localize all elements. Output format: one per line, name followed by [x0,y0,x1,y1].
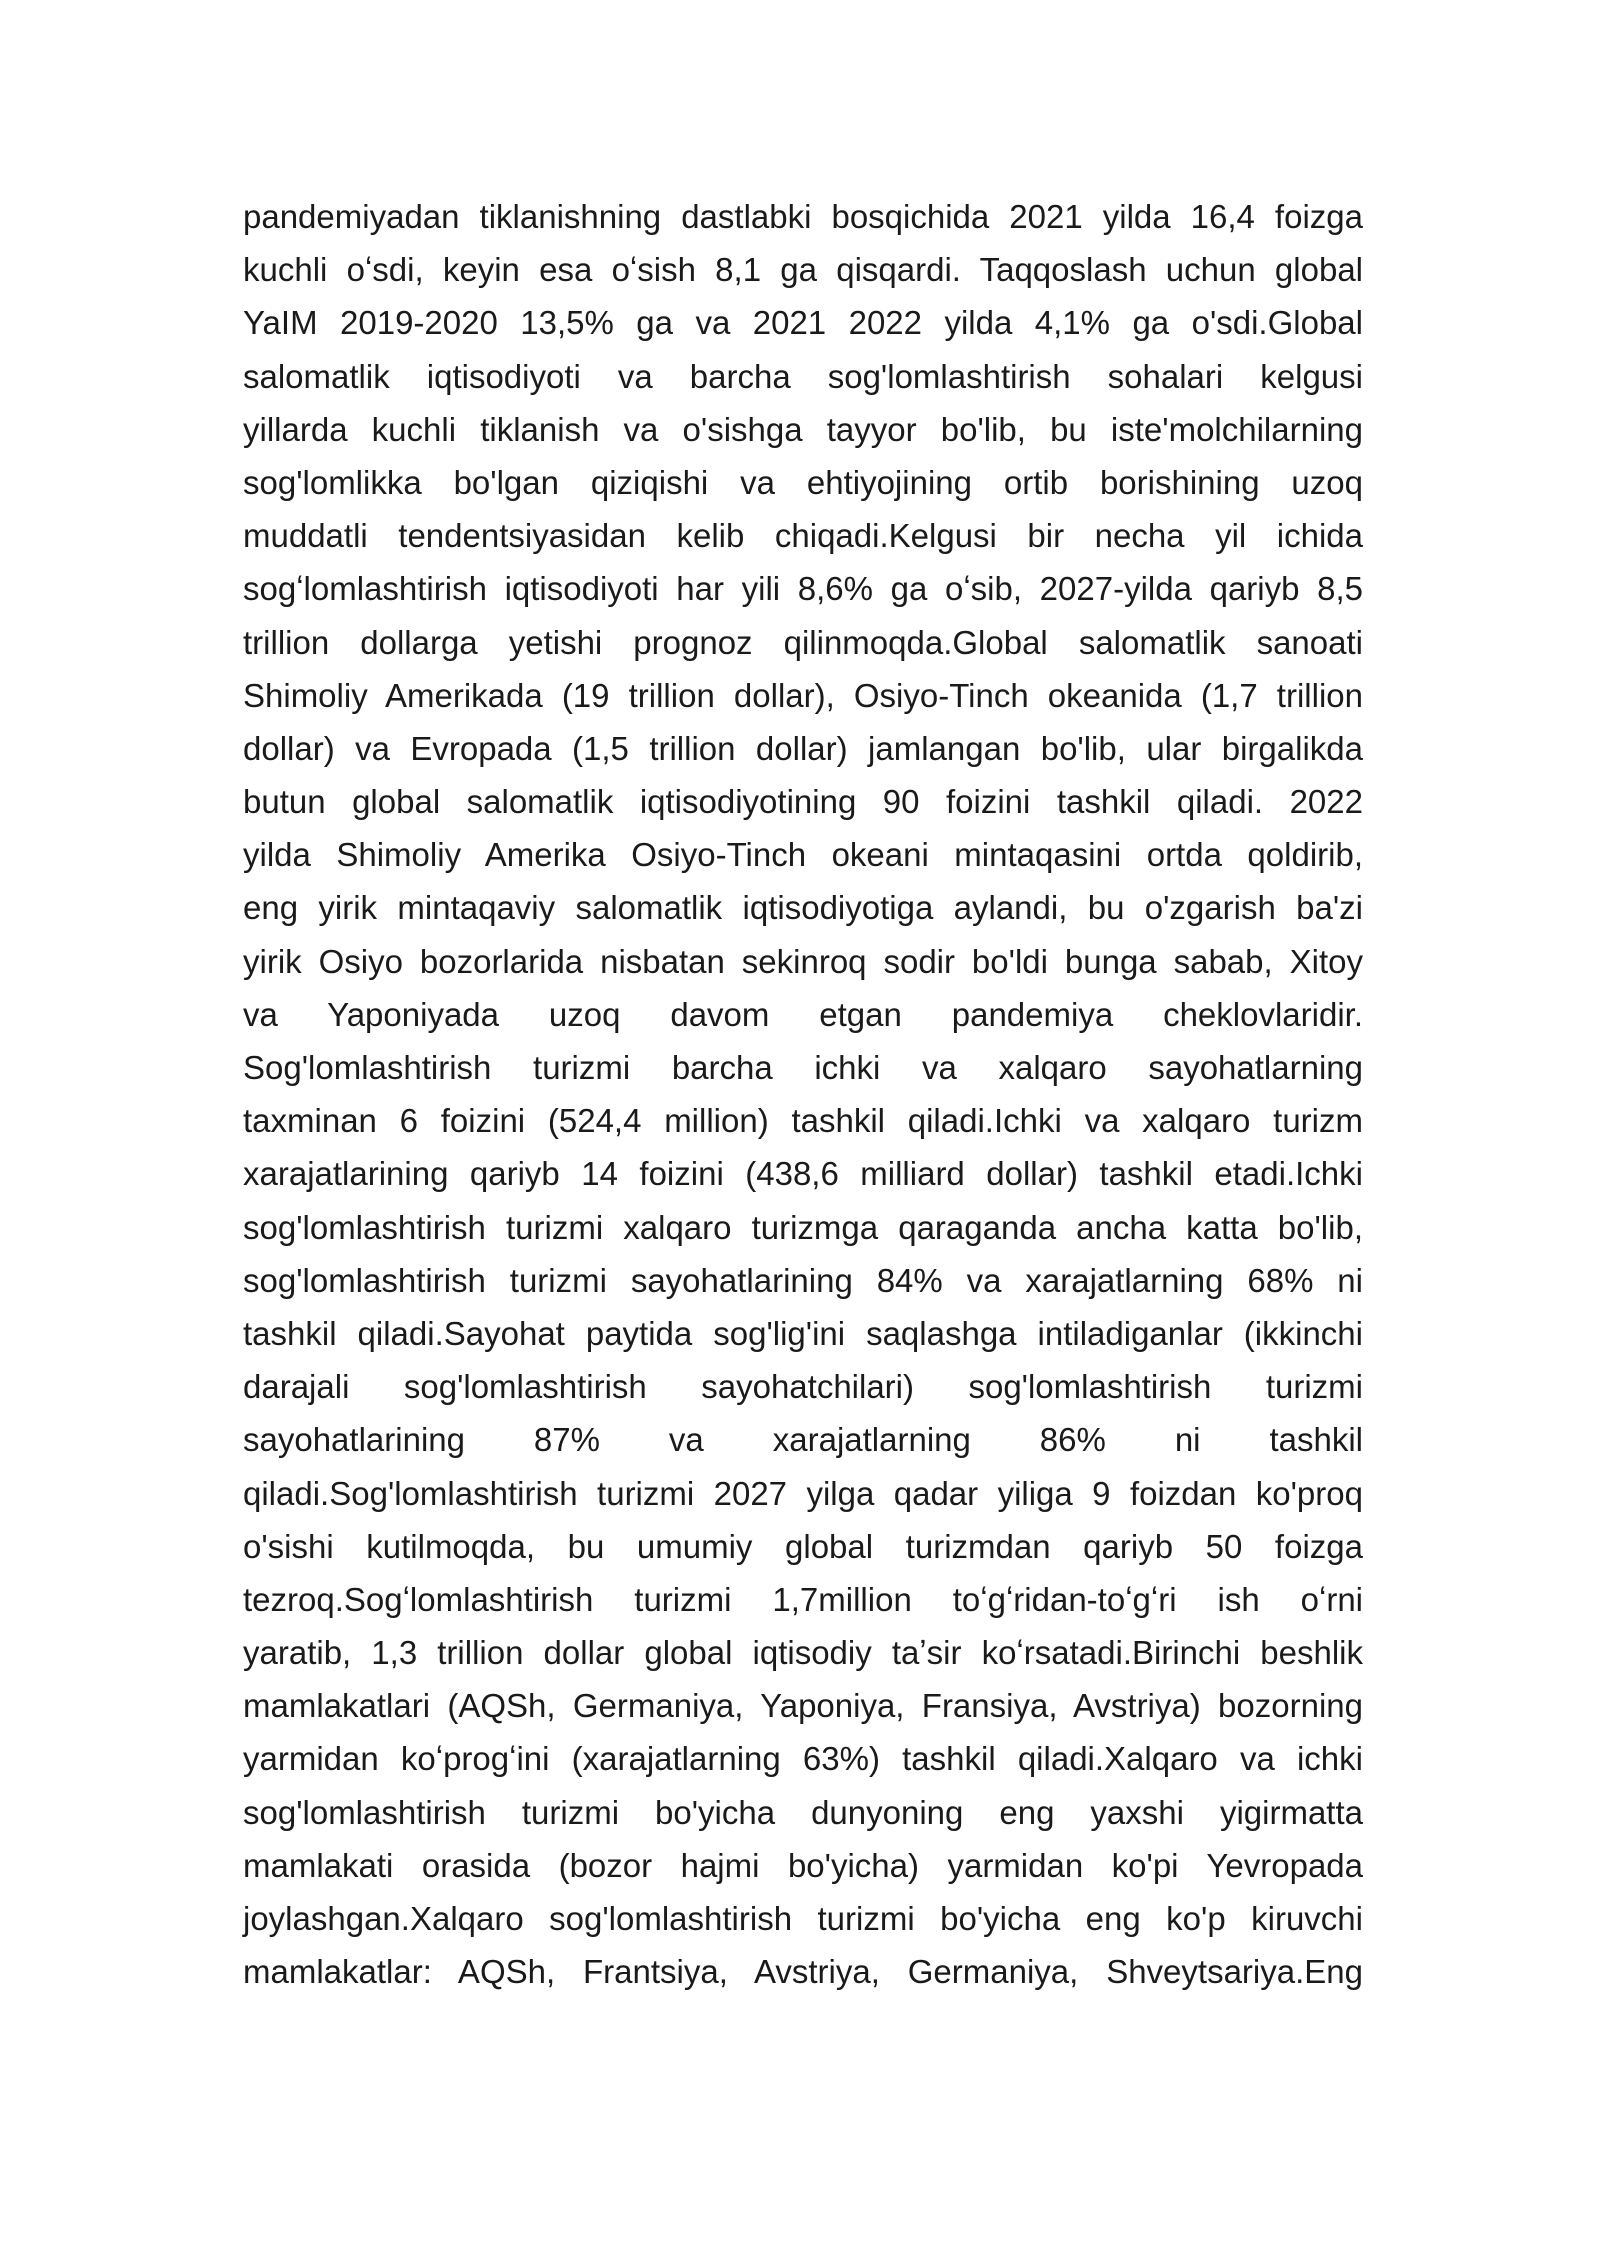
text-line-23: darajali sog'lomlashtirish sayohatchilari) sog'lomlashtirish turizmi [243,1368,1363,1406]
text-line-11: dollar) va Evropada (1,5 trillion dollar) jamlangan bo'lib, ular birgalikda [243,729,1363,767]
text-line-1: pandemiyadan tiklanishning dastlabki bosqichida 2021 yilda 16,4 foizga [243,198,1363,235]
text-line-30: yarmidan koʻprogʻini (xarajatlarning 63%) tashkil qiladi.Xalqaro va ichki [243,1740,1363,1778]
text-line-31: sog'lomlashtirish turizmi bo'yicha dunyoning eng yaxshi yigirmatta [243,1793,1363,1831]
text-line-15: yirik Osiyo bozorlarida nisbatan sekinroq sodir bo'ldi bunga sabab, Xitoy [243,942,1363,980]
text-line-6: sog'lomlikka bo'lgan qiziqishi va ehtiyojining ortib borishining uzoq [243,463,1363,501]
text-line-17: Sog'lomlashtirish turizmi barcha ichki va xalqaro sayohatlarning [243,1049,1363,1086]
text-line-21: sog'lomlashtirish turizmi sayohatlarining 84% va xarajatlarning 68% ni [243,1261,1363,1299]
text-line-12: butun global salomatlik iqtisodiyotining 90 foizini tashkil qiladi. 2022 [243,783,1363,821]
text-line-4: salomatlik iqtisodiyoti va barcha sog'lomlashtirish sohalari kelgusi [243,357,1363,395]
text-line-16: va Yaponiyada uzoq davom etgan pandemiya cheklovlaridir. [243,995,1363,1033]
text-line-13: yilda Shimoliy Amerika Osiyo-Tinch okeani mintaqasini ortda qoldirib, [243,836,1363,874]
text-line-2: kuchli oʻsdi, keyin esa oʻsish 8,1 ga qisqardi. Taqqoslash uchun global [243,251,1363,289]
text-line-33: joylashgan.Xalqaro sog'lomlashtirish turizmi bo'yicha eng ko'p kiruvchi [243,1900,1363,1937]
text-line-7: muddatli tendentsiyasidan kelib chiqadi.Kelgusi bir necha yil ichida [243,517,1363,555]
text-line-9: trillion dollarga yetishi prognoz qilinmoqda.Global salomatlik sanoati [243,623,1363,661]
text-line-8: sogʻlomlashtirish iqtisodiyoti har yili 8,6% ga oʻsib, 2027-yilda qariyb 8,5 [243,570,1363,608]
text-line-29: mamlakatlari (AQSh, Germaniya, Yaponiya, Fransiya, Avstriya) bozorning [243,1687,1363,1725]
text-line-18: taxminan 6 foizini (524,4 million) tashkil qiladi.Ichki va xalqaro turizm [243,1102,1363,1140]
text-line-19: xarajatlarining qariyb 14 foizini (438,6 milliard dollar) tashkil etadi.Ichki [243,1155,1363,1193]
text-line-22: tashkil qiladi.Sayohat paytida sog'lig'ini saqlashga intiladiganlar (ikkinchi [243,1314,1363,1352]
text-line-26: o'sishi kutilmoqda, bu umumiy global turizmdan qariyb 50 foizga [243,1527,1363,1565]
text-line-20: sog'lomlashtirish turizmi xalqaro turizmga qaraganda ancha katta bo'lib, [243,1208,1363,1246]
text-line-27: tezroq.Sogʻlomlashtirish turizmi 1,7million toʻgʻridan-toʻgʻri ish oʻrni [243,1580,1363,1618]
text-line-28: yaratib, 1,3 trillion dollar global iqtisodiy taʼsir koʻrsatadi.Birinchi beshlik [243,1634,1363,1672]
text-line-5: yillarda kuchli tiklanish va o'sishga tayyor bo'lib, bu iste'molchilarning [243,410,1363,448]
body-paragraph [243,190,1363,1998]
text-line-3: YaIM 2019-2020 13,5% ga va 2021 2022 yilda 4,1% ga o'sdi.Global [243,304,1363,342]
text-line-25: qiladi.Sog'lomlashtirish turizmi 2027 yilga qadar yiliga 9 foizdan ko'proq [243,1474,1363,1512]
text-line-24: sayohatlarining 87% va xarajatlarning 86% ni tashkil [243,1421,1363,1459]
text-line-10: Shimoliy Amerikada (19 trillion dollar), Osiyo-Tinch okeanida (1,7 trillion [243,676,1363,714]
text-line-14: eng yirik mintaqaviy salomatlik iqtisodiyotiga aylandi, bu o'zgarish ba'zi [243,889,1363,927]
text-line-32: mamlakati orasida (bozor hajmi bo'yicha) yarmidan ko'pi Yevropada [243,1846,1363,1884]
text-line-34: mamlakatlar: AQSh, Frantsiya, Avstriya, Germaniya, Shveytsariya.Eng [243,1953,1363,1991]
